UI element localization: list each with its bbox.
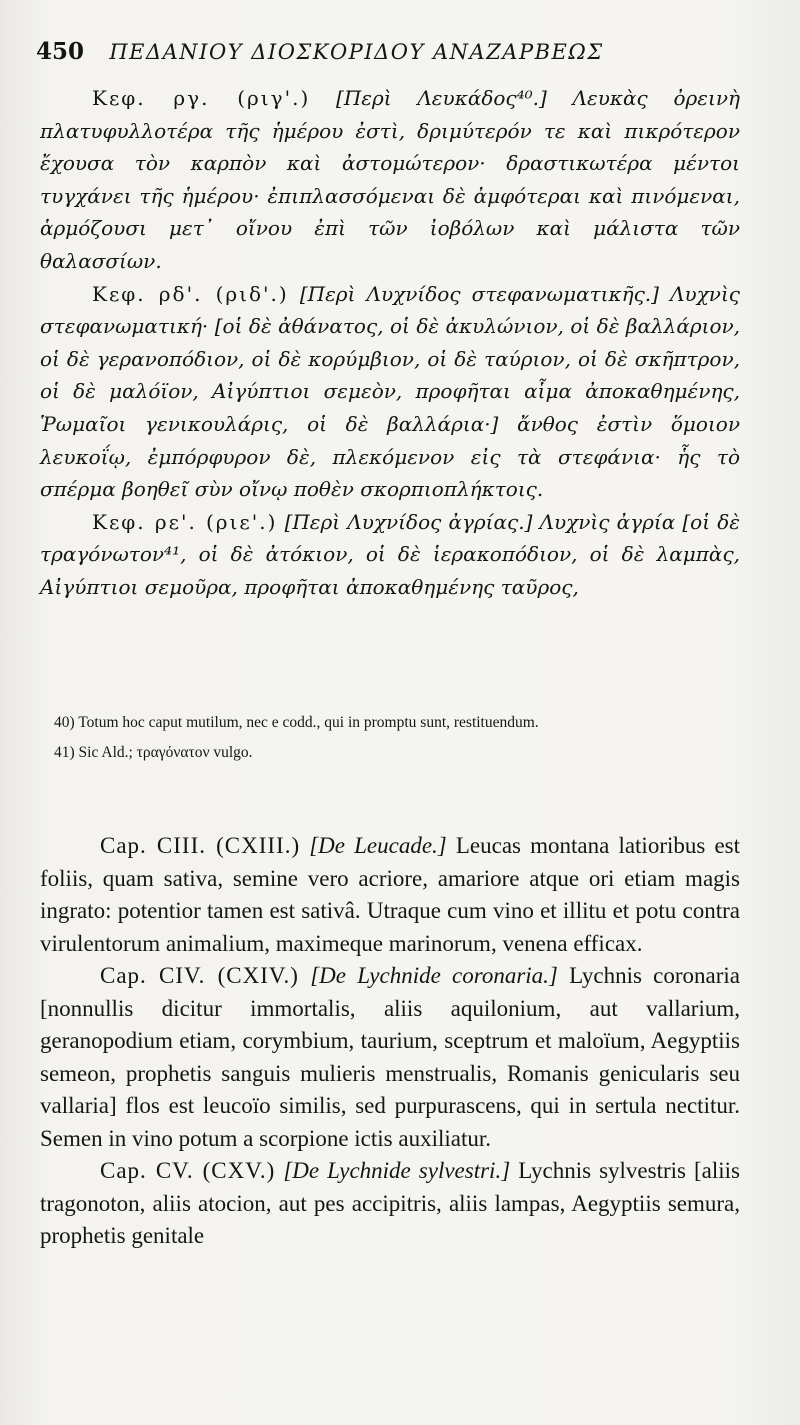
latin-chapter-text: Lychnis coronaria [nonnullis dicitur immortalis, aliis aquilonium, aut vallarium, geranopodium etiam, corymbium, taurium, sceptrum et maloïum, Aegyptiis semeon, prophetis sanguis mulieris menstrualis, Romanis genicularis seu vallaria] flos est leucoïo similis, sed purpurascens, qui in sertula nectitur. Semen in vino potum a scorpione ictis auxiliatur. bbox=[40, 963, 741, 1151]
footnote-number: 41) bbox=[54, 744, 75, 761]
latin-chapter-104 bbox=[40, 960, 740, 1155]
running-head: ΠΕΔΑΝΙΟΥ ΔΙΟΣΚΟΡΙΔΟΥ ΑΝΑΖΑΡΒΕΩΣ bbox=[109, 40, 604, 64]
greek-chapter-text: [Περὶ Λυχνίδος στεφανωματικῆς.] Λυχνὶς στεφανωματική· [οἱ δὲ ἀθάνατος, οἱ δὲ ἀκυλώνιον, οἱ δὲ βαλλάριον, οἱ δὲ γερανοπόδιον, οἱ δὲ κορύμβιον, οἱ δὲ ταύριον, οἱ δὲ σκῆπτρον, οἱ δὲ μαλόϊον, Αἰγύπτιοι σεμεὸν, προφῆται αἷμα ἀποκαθημένης, Ῥωμαῖοι γενικουλάρις, οἱ δὲ βαλλάρια·] ἄνθος ἐστὶν ὅμοιον λευκοΐῳ, ἐμπόρφυρον δὲ, πλεκόμενον εἰς τὰ στεφάνια· ἧς τὸ σπέρμα βοηθεῖ σὺν οἴνῳ ποθὲν σκορπιοπλήκτοις. bbox=[40, 281, 741, 502]
latin-chapter-heading: Cap. CIV. (CXIV.) bbox=[100, 963, 299, 988]
greek-chapter-heading: Κεφ. ργ. (ριγ'.) bbox=[92, 86, 311, 110]
latin-chapter-text: Leucas montana latioribus est foliis, quam sativa, semine vero acriore, amariore atque ori etiam magis ingrato: potentior tamen est sativâ. Utraque cum vino et illitu et potu contra virulentorum animalium, maximeque marinorum, venena efficax. bbox=[40, 833, 740, 956]
page-number: 450 bbox=[36, 38, 85, 65]
greek-chapter-heading: Κεφ. ρδ'. (ριδ'.) bbox=[92, 281, 289, 306]
greek-chapter-heading: Κεφ. ρε'. (ριε'.) bbox=[92, 509, 278, 534]
footnotes bbox=[40, 712, 740, 772]
greek-text-block bbox=[40, 82, 740, 604]
greek-chapter-104 bbox=[40, 278, 740, 506]
latin-text-block bbox=[40, 830, 740, 1253]
footnote-text: Totum hoc caput mutilum, nec e codd., qui in promptu sunt, restituendum. bbox=[78, 714, 539, 731]
latin-chapter-105 bbox=[40, 1155, 740, 1253]
page-header bbox=[36, 36, 776, 68]
latin-chapter-heading: Cap. CV. (CXV.) bbox=[100, 1158, 276, 1183]
latin-chapter-heading: Cap. CIII. (CXIII.) bbox=[100, 833, 301, 858]
latin-chapter-title: [De Leucade.] bbox=[309, 833, 447, 858]
latin-chapter-text: Lychnis sylvestris [aliis tragonoton, aliis atocion, aut pes accipitris, aliis lampas, Aegyptiis semura, prophetis genitale bbox=[40, 1158, 740, 1248]
footnote-40 bbox=[40, 712, 740, 734]
greek-chapter-105 bbox=[40, 506, 740, 604]
footnote-number: 40) bbox=[54, 714, 75, 731]
footnote-text: Sic Ald.; τραγόνατον vulgo. bbox=[78, 744, 253, 761]
footnote-41 bbox=[40, 742, 740, 764]
latin-chapter-title: [De Lychnide coronaria.] bbox=[310, 963, 558, 988]
latin-chapter-103 bbox=[40, 830, 740, 960]
greek-chapter-103 bbox=[40, 82, 740, 278]
greek-chapter-text: [Περὶ Λευκάδος⁴⁰.] Λευκὰς ὀρεινὴ πλατυφυλλοτέρα τῆς ἡμέρου ἐστὶ, δριμύτερόν τε καὶ πικρότερον ἔχουσα τὸν καρπὸν καὶ ἀστομώτερον· δραστικωτέρα μέντοι τυγχάνει τῆς ἡμέρου· ἐπιπλασσόμεναι δὲ ἀμφότεραι καὶ πινόμεναι, ἁρμόζουσι μετ᾽ οἴνου ἐπὶ τῶν ἰοβόλων καὶ μάλιστα τῶν θαλασσίων. bbox=[40, 86, 740, 273]
latin-chapter-title: [De Lychnide sylvestri.] bbox=[283, 1158, 511, 1183]
greek-chapter-text: [Περὶ Λυχνίδος ἀγρίας.] Λυχνὶς ἀγρία [οἱ δὲ τραγόνωτον⁴¹, οἱ δὲ ἀτόκιον, οἱ δὲ ἱερακοπόδιον, οἱ δὲ λαμπὰς, Αἰγύπτιοι σεμοῦρα, προφῆται ἀποκαθημένης ταῦρος, bbox=[40, 509, 740, 599]
